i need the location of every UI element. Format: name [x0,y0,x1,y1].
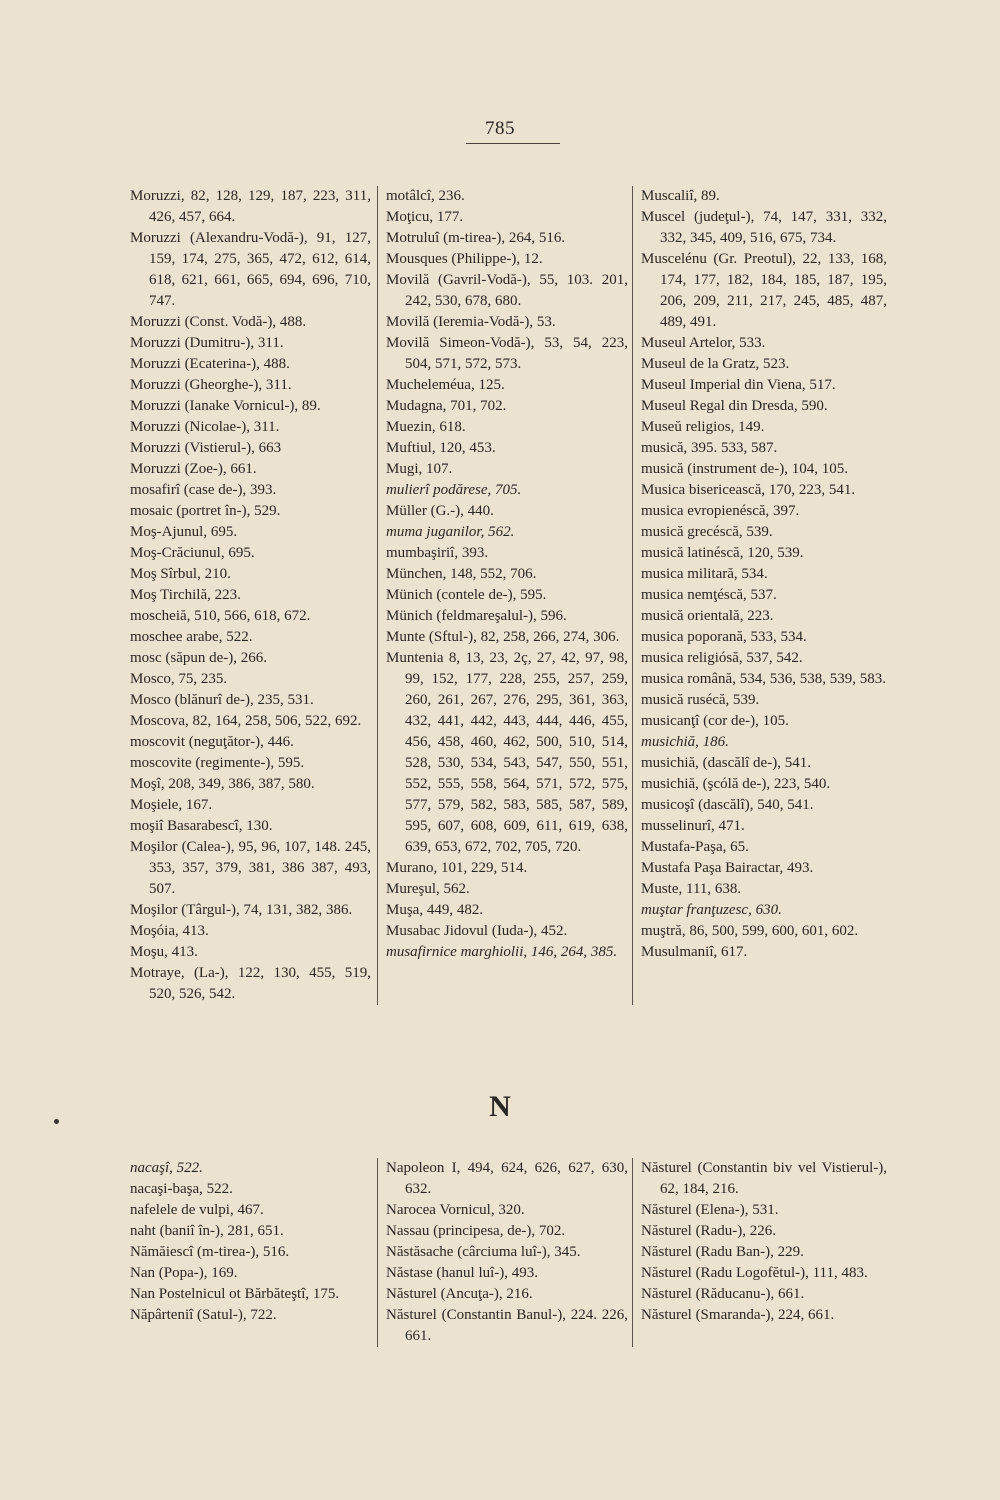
index-entry: Mosco (blănurî de-), 235, 531. [130,692,314,708]
index-entry: musica nemţéscă, 537. [641,587,777,603]
index-entry: Museul de la Gratz, 523. [641,356,790,372]
index-entry: Muscaliî, 89. [641,188,720,204]
index-entry: Munte (Sftul-), 82, 258, 266, 274, 306. [386,629,620,645]
index-entry: Năsturel (Radu-), 226. [641,1223,776,1239]
index-entry: Moţicu, 177. [386,209,464,225]
index-entry: Mugi, 107. [386,461,453,477]
index-entry: musafirnice marghiolii, 146, 264, 385. [386,944,618,960]
index-entry: Museul Regal din Dresda, 590. [641,398,828,414]
index-entry: Mudagna, 701, 702. [386,398,507,414]
section-letter-heading: N [489,1090,511,1123]
index-entry: Motruluî (m-tirea-), 264, 516. [386,230,566,246]
index-entry: Müller (G.-), 440. [386,503,494,519]
index-entry: Moşî, 208, 349, 386, 387, 580. [130,776,315,792]
index-entry: musica evropienéscă, 397. [641,503,800,519]
index-entry: Nassau (principesa, de-), 702. [386,1223,566,1239]
index-entry: Narocea Vornicul, 320. [386,1202,525,1218]
index-section-n [122,1158,902,1347]
index-entry: motâlcî, 236. [386,188,465,204]
index-entry: Năsturel (Smaranda-), 224, 661. [641,1307,835,1323]
index-entry: Moş-Crăciunul, 695. [130,545,255,561]
index-entry: Moş-Ajunul, 695. [130,524,238,540]
index-entry: Musabac Jidovul (Iuda-), 452. [386,923,568,939]
index-entry: Moruzzi (Dumitru-), 311. [130,335,284,351]
index-entry: musică rusécă, 539. [641,692,760,708]
page-number-rule [466,143,560,144]
index-entry: musichiă, (şcólă de-), 223, 540. [641,776,831,792]
index-entry: Moruzzi (Vistierul-), 663 [130,440,282,456]
index-entry: musichiă, (dascălî de-), 541. [641,755,811,771]
index-entry: musicanţî (cor de-), 105. [641,713,789,729]
index-section-m [122,186,902,1005]
index-entry: naht (baniî în-), 281, 651. [130,1223,284,1239]
index-entry: Moşu, 413. [130,944,198,960]
index-entry: Moruzzi (Zoe-), 661. [130,461,257,477]
index-entry: Năstase (hanul luî-), 493. [386,1265,539,1281]
index-entry: Museul Imperial din Viena, 517. [641,377,836,393]
index-entry: Museul Artelor, 533. [641,335,766,351]
index-entry: Năsturel (Ancuţa-), 216. [386,1286,533,1302]
index-entry: Mustafa-Paşa, 65. [641,839,749,855]
index-entry: Năpârteniî (Satul-), 722. [130,1307,277,1323]
index-entry: musică orientală, 223. [641,608,774,624]
index-entry: Muntenia 8, 13, 23, 2ç, 27, 42, 97, 98, 99, 152, 177, 228, 255, 257, 259, 260, 261, 267, 276, 295, 361, 363, 432, 441, 442, 443, 444, 446, 455, 456, 458, 460, 462, 500, 510, 514, 528, 530, 534, 543, 547, 550, 551, 552, 555, 558, 564, 571, 572, 575, 577, 579, 582, 583, 585, 587, 589, 595, 607, 608, 609, 611, 619, 638, 639, 653, 672, 702, 705, 720. [386,650,628,855]
index-entry: Mureşul, 562. [386,881,470,897]
index-entry: Moruzzi (Alexandru-Vodă-), 91, 127, 159, 174, 275, 365, 472, 612, 614, 618, 621, 661, 665, 694, 696, 710, 747. [130,230,371,309]
index-entry: moscovit (neguţător-), 446. [130,734,294,750]
index-entry: nafelele de vulpi, 467. [130,1202,264,1218]
index-entry: Moşiele, 167. [130,797,213,813]
index-entry: Movilă (Ieremia-Vodă-), 53. [386,314,556,330]
index-column-2 [377,186,632,1005]
index-entry: moscovite (regimente-), 595. [130,755,305,771]
index-entry: Moruzzi (Ianake Vornicul-), 89. [130,398,321,414]
index-column-1 [122,186,377,1005]
index-entry: musică, 395. 533, 587. [641,440,778,456]
index-entry: Năsturel (Elena-), 531. [641,1202,779,1218]
index-entry: mulierî podărese, 705. [386,482,522,498]
index-entry: Münich (feldmareşalul-), 596. [386,608,567,624]
index-entry: Nămăiescî (m-tirea-), 516. [130,1244,290,1260]
index-entry: muştar franţuzesc, 630. [641,902,782,918]
index-entry: musica poporană, 533, 534. [641,629,807,645]
index-entry: muma juganilor, 562. [386,524,515,540]
index-entry: Moruzzi, 82, 128, 129, 187, 223, 311, 426, 457, 664. [130,188,371,225]
index-entry: Muscel (judeţul-), 74, 147, 331, 332, 332, 345, 409, 516, 675, 734. [641,209,887,246]
index-entry: mumbaşiriî, 393. [386,545,489,561]
index-entry: Moşóia, 413. [130,923,209,939]
index-entry: musselinurî, 471. [641,818,745,834]
index-entry: musichiă, 186. [641,734,729,750]
index-entry: moşiî Basarabescî, 130. [130,818,273,834]
index-entry: musicoşî (dascălî), 540, 541. [641,797,814,813]
index-entry: Movilă (Gavril-Vodă-), 55, 103. 201, 242, 530, 678, 680. [386,272,628,309]
index-entry: Motraye, (La-), 122, 130, 455, 519, 520, 526, 542. [130,965,371,1002]
index-entry: Năsturel (Constantin biv vel Vistierul-), 62, 184, 216. [641,1160,887,1197]
index-column-2 [377,1158,632,1347]
index-entry: musica religiósă, 537, 542. [641,650,803,666]
index-entry: musica română, 534, 536, 538, 539, 583. [641,671,886,687]
index-entry: Moşilor (Calea-), 95, 96, 107, 148. 245, 353, 357, 379, 381, 386 387, 493, 507. [130,839,371,897]
index-entry: Moruzzi (Ecaterina-), 488. [130,356,290,372]
index-entry: Nan Postelnicul ot Bărbăteştî, 175. [130,1286,340,1302]
index-entry: muştră, 86, 500, 599, 600, 601, 602. [641,923,859,939]
index-entry: Mousques (Philippe-), 12. [386,251,543,267]
index-entry: mosaic (portret în-), 529. [130,503,281,519]
index-entry: Muste, 111, 638. [641,881,742,897]
index-entry: Moş Tirchilă, 223. [130,587,241,603]
index-entry: Musulmaniî, 617. [641,944,748,960]
index-entry: musică latinéscă, 120, 539. [641,545,804,561]
index-entry: Muezin, 618. [386,419,466,435]
index-entry: Mustafa Paşa Bairactar, 493. [641,860,814,876]
page-number: 785 [485,118,515,139]
index-entry: Moscova, 82, 164, 258, 506, 522, 692. [130,713,362,729]
index-column-3 [632,1158,887,1347]
index-entry: Museŭ religios, 149. [641,419,765,435]
index-entry: Nan (Popa-), 169. [130,1265,238,1281]
index-entry: Muftiul, 120, 453. [386,440,496,456]
index-entry: Moruzzi (Const. Vodă-), 488. [130,314,307,330]
index-entry: Movilă Simeon-Vodă-), 53, 54, 223, 504, 571, 572, 573. [386,335,628,372]
index-entry: Moruzzi (Gheorghe-), 311. [130,377,292,393]
index-entry: Musica bisericească, 170, 223, 541. [641,482,856,498]
index-entry: Năsturel (Răducanu-), 661. [641,1286,805,1302]
index-entry: Năsturel (Constantin Banul-), 224. 226, 661. [386,1307,628,1344]
index-entry: moscheiă, 510, 566, 618, 672. [130,608,311,624]
index-entry: nacaşî, 522. [130,1160,203,1176]
index-entry: Muscelénu (Gr. Preotul), 22, 133, 168, 174, 177, 182, 184, 185, 187, 195, 206, 209, 211, 217, 245, 485, 487, 489, 491. [641,251,887,330]
index-entry: Münich (contele de-), 595. [386,587,547,603]
index-entry: musica militară, 534. [641,566,768,582]
index-entry: Năsturel (Radu Logofĕtul-), 111, 483. [641,1265,868,1281]
index-entry: moschee arabe, 522. [130,629,253,645]
index-entry: mosc (săpun de-), 266. [130,650,268,666]
index-entry: musică grecéscă, 539. [641,524,773,540]
index-entry: Murano, 101, 229, 514. [386,860,528,876]
index-column-1 [122,1158,377,1347]
index-entry: Moşilor (Târgul-), 74, 131, 382, 386. [130,902,353,918]
index-entry: nacaşi-başa, 522. [130,1181,233,1197]
index-entry: Muşa, 449, 482. [386,902,484,918]
index-entry: mosafirî (case de-), 393. [130,482,277,498]
index-entry: Năsturel (Radu Ban-), 229. [641,1244,804,1260]
index-entry: Năstăsache (cârciuma luî-), 345. [386,1244,581,1260]
index-entry: Napoleon I, 494, 624, 626, 627, 630, 632. [386,1160,628,1197]
index-entry: musică (instrument de-), 104, 105. [641,461,849,477]
index-column-3 [632,186,887,1005]
index-entry: Mosco, 75, 235. [130,671,228,687]
index-entry: Moş Sîrbul, 210. [130,566,231,582]
index-entry: Mucheleméua, 125. [386,377,505,393]
index-entry: München, 148, 552, 706. [386,566,537,582]
index-entry: Moruzzi (Nicolae-), 311. [130,419,280,435]
